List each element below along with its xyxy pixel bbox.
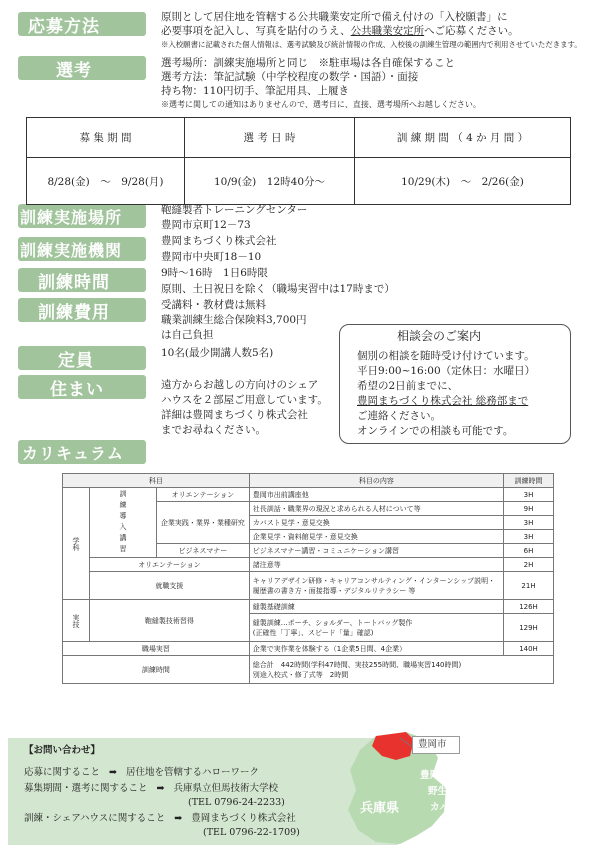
contact-row1 [24,766,259,779]
venue-name: 鞄縫製者トレーニングセンター [161,204,308,216]
curriculum-r5-hours: 6H [504,544,554,558]
consult-title: 相談会のご案内 [397,329,482,343]
curriculum-r8-name: 鞄縫製技術習得 [90,600,250,642]
consult-contact-link[interactable]: 豊岡まちづくり株式会社 総務部まで [357,395,529,407]
curriculum-r11-content-2: 別途入校式・修了式等 2時間 [252,670,349,679]
application-line2 [161,24,519,39]
application-line2-a: 必要事項を記入し、写真を貼付のうえ、 [161,25,351,37]
curriculum-r6-content: 諸注意等 [249,558,503,572]
housing-line1: 遠方からお越しの方向けのシェア [161,379,319,391]
application-line2-b: へご応募ください。 [424,25,519,37]
application-note: ※入校願書に記載された個人情報は、選考試験及び統計情報の作成、入校後の訓練生管理の範囲内で利用させていただきます。 [161,40,582,49]
schedule-header-exam: 選 考 日 時 [185,118,355,158]
header-capacity: 定員 [18,346,146,370]
curriculum-r4-hours: 3H [504,530,554,544]
curriculum-r9-content-1: 縫製訓練…ポーチ、ショルダー、トートバッグ製作 [252,618,413,627]
schedule-header-training: 訓 練 期 間 （ 4 か 月 間 ） [355,118,571,158]
consult-line5: ご連絡ください。 [357,410,441,422]
contact-row2 [24,782,278,795]
housing-line2: ハウスを２部屋ご用意しています。 [161,394,328,406]
curriculum-r5-content: ビジネスマナー講習・コミュニケーション講習 [249,544,503,558]
consult-line6: オンラインでの相談も可能です。 [357,425,514,437]
hello-work-link[interactable]: 公共職業安定所 [350,25,425,37]
consult-line1: 個別の相談を随時受け付けています。 [357,350,535,362]
map-desc-4: 広く知られています。 [440,818,536,829]
map-desc-3: カバンの生産地として [430,802,526,813]
curriculum-r7-hours: 21H [504,572,554,600]
venue-address: 豊岡市京町12－73 [161,219,251,231]
arrow-right-icon: ➡ [156,783,165,794]
capacity-text: 10名(最少開講人数5名) [161,347,274,359]
curriculum-group-jitsugi: 実技 [63,600,90,642]
curriculum-group-intro: 訓練導入講習 [90,488,157,558]
schedule-header-recruit: 募 集 期 間 [27,118,185,158]
header-selection: 選考 [18,56,146,80]
curriculum-r2-content: 社長訓話・職業界の現況と求められる人材について等 [249,502,503,516]
map-desc-2: 野生コウノトリの生息地 [428,786,534,797]
curriculum-group-gakka: 学科 [63,488,90,600]
application-line1: 原則として居住地を管轄する公共職業安定所で備え付けの「入校願書」に [161,11,508,23]
contact-row2-tel[interactable]: (TEL 0796-24-2233) [188,797,285,808]
curriculum-r8-content: 縫製基礎訓練 [249,600,503,614]
hours-line1: 9時～16時 1日6時限 [161,267,268,279]
header-venue: 訓練実施場所 [18,204,146,228]
curriculum-r9-hours: 129H [504,614,554,642]
curriculum-r10-content: 企業で実作業を体験する（1企業5日間、4企業） [249,642,503,656]
contact-title: 【お問い合わせ】 [24,745,101,756]
curriculum-r2-hours: 9H [504,502,554,516]
fee-line2: 職業訓練生総合保険料3,700円 [161,314,307,326]
header-housing: 住まい [18,375,146,399]
curriculum-r1-hours: 3H [504,488,554,502]
curriculum-table [62,473,554,684]
header-application-method: 応募方法 [18,12,146,36]
header-institution: 訓練実施機関 [18,237,146,261]
curriculum-r9-content-2: (正確性「丁寧」、スピード「量」確認) [252,628,374,637]
contact-row3-value: 豊岡まちづくり株式会社 [191,813,296,824]
selection-note: ※選考に関しての通知はありませんので、選考日に、直接、選考場所へお越しください。 [161,100,481,109]
curriculum-r1-name: オリエンテーション [157,488,250,502]
contact-row2-value: 兵庫県立但馬技術大学校 [173,783,279,794]
curriculum-r7-content-1: キャリアデザイン研修・キャリアコンサルティング・インターンシップ説明・ [252,576,496,585]
curriculum-r9-content [249,614,503,642]
contact-row2-label: 募集期間・選考に関すること [24,783,148,794]
header-fee: 訓練費用 [18,298,146,322]
contact-row3-label: 訓練・シェアハウスに関すること [24,813,166,824]
schedule-table [26,117,571,205]
curriculum-r7-content-2: 履歴書の書き方・面接指導・デジタルリテラシー 等 [252,586,416,595]
contact-row1-label: 応募に関すること [24,767,101,778]
institution-name: 豊岡まちづくり株式会社 [161,235,277,247]
curriculum-r4-content: 企業見学・資料館見学・意見交換 [249,530,503,544]
selection-method: 選考方法：筆記試験（中学校程度の数学・国語）・面接 [161,71,419,83]
curriculum-r3-content: カバスト見学・意見交換 [249,516,503,530]
schedule-recruit-period: 8/28(金) ～ 9/28(月) [27,158,185,205]
curriculum-r8-hours: 126H [504,600,554,614]
consult-line2: 平日9:00~16:00（定休日：水曜日） [357,365,536,377]
curriculum-col-subject: 科目 [63,474,250,488]
selection-venue: 選考場所：訓練実施場所と同じ ※駐車場は各自確保すること [161,57,455,69]
curriculum-r2-name: 企業実践・業界・業種研究 [157,502,250,544]
schedule-exam-date: 10/9(金) 12時40分～ [185,158,355,205]
curriculum-r11-content [249,656,553,684]
curriculum-r6-hours: 2H [504,558,554,572]
contact-row3 [24,812,296,825]
header-curriculum: カリキュラム [18,440,146,464]
contact-row1-value: 居住地を管轄するハローワーク [126,767,260,778]
schedule-training-period: 10/29(木) ～ 2/26(金) [355,158,571,205]
curriculum-r1-content: 豊岡市出前講座他 [249,488,503,502]
curriculum-r10-name: 職場実習 [63,642,250,656]
curriculum-col-hours: 訓練時間 [504,474,554,488]
selection-items: 持ち物：110円切手、筆記用具、上履き [161,85,350,97]
curriculum-r11-name: 訓練時間 [63,656,250,684]
curriculum-r11-content-1: 総合計 442時間(学科47時間、実技255時間、職場実習140時間) [252,660,462,669]
institution-address: 豊岡市中央町18－10 [161,251,262,263]
hyogo-label: 兵庫県 [360,801,400,816]
curriculum-r7-name: 就職支援 [90,572,250,600]
header-hours: 訓練時間 [18,268,146,292]
curriculum-r6-name: オリエンテーション [90,558,250,572]
housing-line3: 詳細は豊岡まちづくり株式会社 [161,409,308,421]
consult-line3: 希望の2日前までに、 [357,380,459,392]
curriculum-r3-hours: 3H [504,516,554,530]
curriculum-r5-name: ビジネスマナー [157,544,250,558]
fee-line3: は自己負担 [161,329,214,341]
fee-line1: 受講料・教材費は無料 [161,299,266,311]
map-desc-1: 豊岡市は兵庫県北部の中心都市 [420,770,555,781]
arrow-right-icon: ➡ [109,767,118,778]
hours-line2: 原則、土日祝日を除く（職場実習中は17時まで） [161,283,395,295]
curriculum-r10-hours: 140H [504,642,554,656]
toyooka-label: 豊岡市 [418,739,447,750]
curriculum-r7-content [249,572,503,600]
housing-line4: までお尋ねください。 [161,424,266,436]
curriculum-col-content: 科目の内容 [249,474,503,488]
contact-row3-tel[interactable]: (TEL 0796-22-1709) [203,827,300,838]
arrow-right-icon: ➡ [174,813,183,824]
